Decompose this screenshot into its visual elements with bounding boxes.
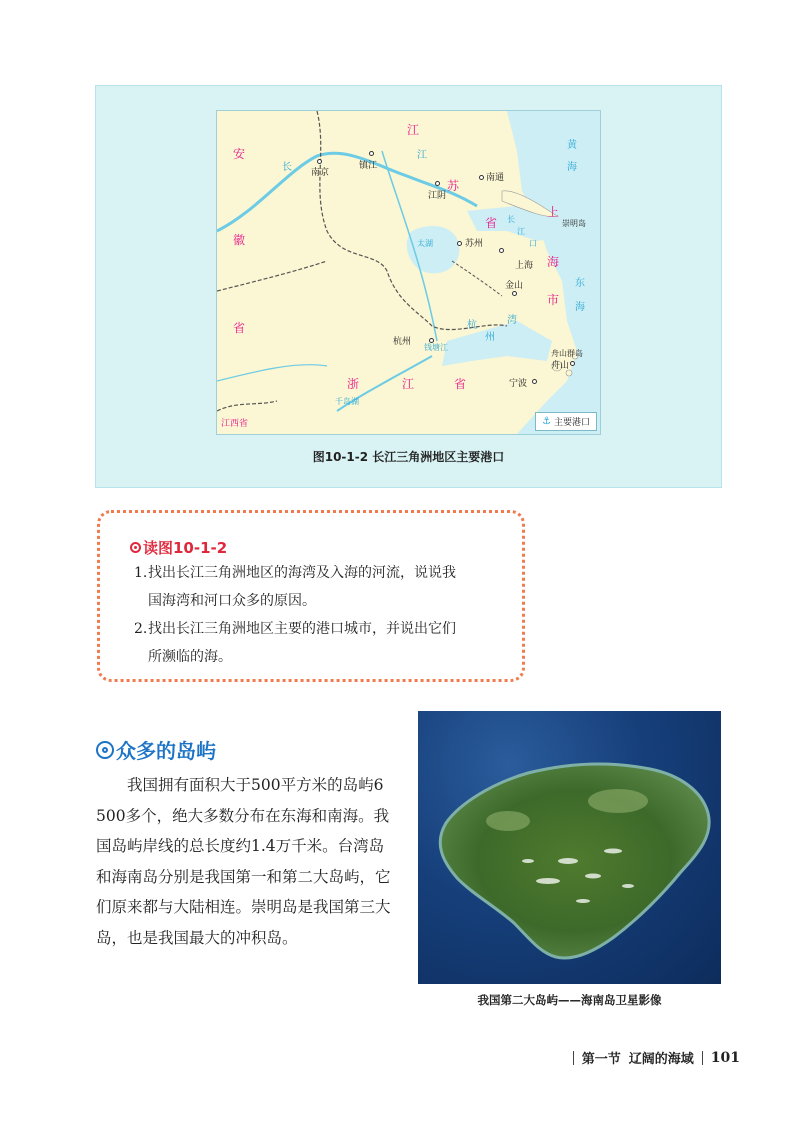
map-legend <box>535 412 597 431</box>
water-label: 东 <box>575 278 585 289</box>
province-label: 浙 <box>347 377 360 391</box>
water-label: 江 <box>517 227 525 236</box>
water-label: 口 <box>529 239 537 248</box>
island-label: 舟山群岛 <box>551 349 583 358</box>
city-label: 上海 <box>515 261 534 271</box>
section-title <box>96 735 216 764</box>
city-label: 舟山 <box>551 361 570 371</box>
province-label: 江 <box>402 377 415 391</box>
satellite-image-hainan <box>418 711 721 984</box>
province-label: 安 <box>233 147 246 161</box>
bullseye-icon <box>96 741 114 759</box>
city-label: 南京 <box>311 168 330 178</box>
city-marker <box>570 361 575 366</box>
page-footer <box>573 1048 740 1067</box>
water-label: 州 <box>485 332 495 343</box>
province-label: 江西省 <box>221 419 249 429</box>
province-label: 省 <box>233 321 246 335</box>
province-label: 徽 <box>233 233 246 247</box>
city-marker <box>435 181 440 186</box>
divider <box>573 1051 574 1065</box>
city-label: 江阴 <box>428 191 447 201</box>
map-caption: 图10-1-2 长江三角洲地区主要港口 <box>312 450 505 464</box>
question-number: 1. <box>134 565 148 581</box>
city-label: 镇江 <box>359 161 378 171</box>
island-graphic <box>418 711 721 984</box>
city-marker <box>457 241 462 246</box>
reading-title-text: 读图10-1-2 <box>143 539 228 557</box>
footer-chapter: 辽阔的海域 <box>628 1052 694 1067</box>
city-label: 宁波 <box>509 379 528 389</box>
photo-caption: 我国第二大岛屿——海南岛卫星影像 <box>477 993 662 1007</box>
city-label: 金山 <box>505 281 524 291</box>
water-label: 千岛湖 <box>335 397 359 406</box>
city-marker <box>499 248 504 253</box>
water-label: 杭 <box>467 320 477 331</box>
water-label: 江 <box>417 150 427 161</box>
question-text: 所濒临的海。 <box>148 649 232 665</box>
province-label: 省 <box>454 377 467 391</box>
water-label: 湾 <box>507 315 517 326</box>
footer-section: 第一节 <box>581 1052 621 1067</box>
section-body: 我国拥有面积大于500平方米的岛屿6 500多个，绝大多数分布在东海和南海。我国岛屿岸线的总长度约1.4万千米。台湾岛和海南岛分别是我国第一和第二大岛屿，它们原来都与大陆相连。崇明岛是我国第三大岛，也是我国最大的冲积岛。 <box>96 776 391 947</box>
water-label: 海 <box>567 162 577 173</box>
question-text: 国海湾和河口众多的原因。 <box>148 593 316 609</box>
legend-label: 主要港口 <box>553 418 590 428</box>
city-label: 杭州 <box>393 337 412 347</box>
city-label: 苏州 <box>465 239 484 249</box>
question-number: 2. <box>134 621 148 637</box>
water-label: 太湖 <box>417 239 433 248</box>
province-label: 江 <box>407 123 420 137</box>
reading-title <box>130 537 227 558</box>
province-label: 海 <box>547 255 560 269</box>
divider <box>702 1051 703 1065</box>
water-label: 长 <box>282 162 292 173</box>
province-label: 市 <box>547 293 560 307</box>
province-label: 省 <box>485 216 498 230</box>
question-text: 找出长江三角洲地区主要的港口城市，并说出它们 <box>148 621 456 637</box>
water-label: 海 <box>575 302 585 313</box>
city-marker <box>479 175 484 180</box>
question-1 <box>134 559 514 615</box>
water-label: 黄 <box>567 140 577 151</box>
anchor-icon: ⚓ <box>542 416 551 427</box>
island-label: 崇明岛 <box>562 219 586 228</box>
section-title-text: 众多的岛屿 <box>116 739 216 763</box>
target-icon <box>130 542 141 553</box>
city-label: 南通 <box>486 173 505 183</box>
city-marker <box>369 151 374 156</box>
province-label: 上 <box>547 205 560 219</box>
city-marker <box>512 291 517 296</box>
water-label: 长 <box>507 215 515 224</box>
province-label: 苏 <box>447 179 460 193</box>
reading-activity-box <box>97 510 525 682</box>
question-text: 找出长江三角洲地区的海湾及入海的河流，说说我 <box>148 565 456 581</box>
question-2 <box>134 615 514 671</box>
map-yangtze-delta <box>216 110 601 435</box>
city-marker <box>317 159 322 164</box>
city-marker <box>532 379 537 384</box>
page-number: 101 <box>710 1049 740 1066</box>
water-label: 钱塘江 <box>424 343 448 352</box>
map-panel <box>95 85 722 488</box>
